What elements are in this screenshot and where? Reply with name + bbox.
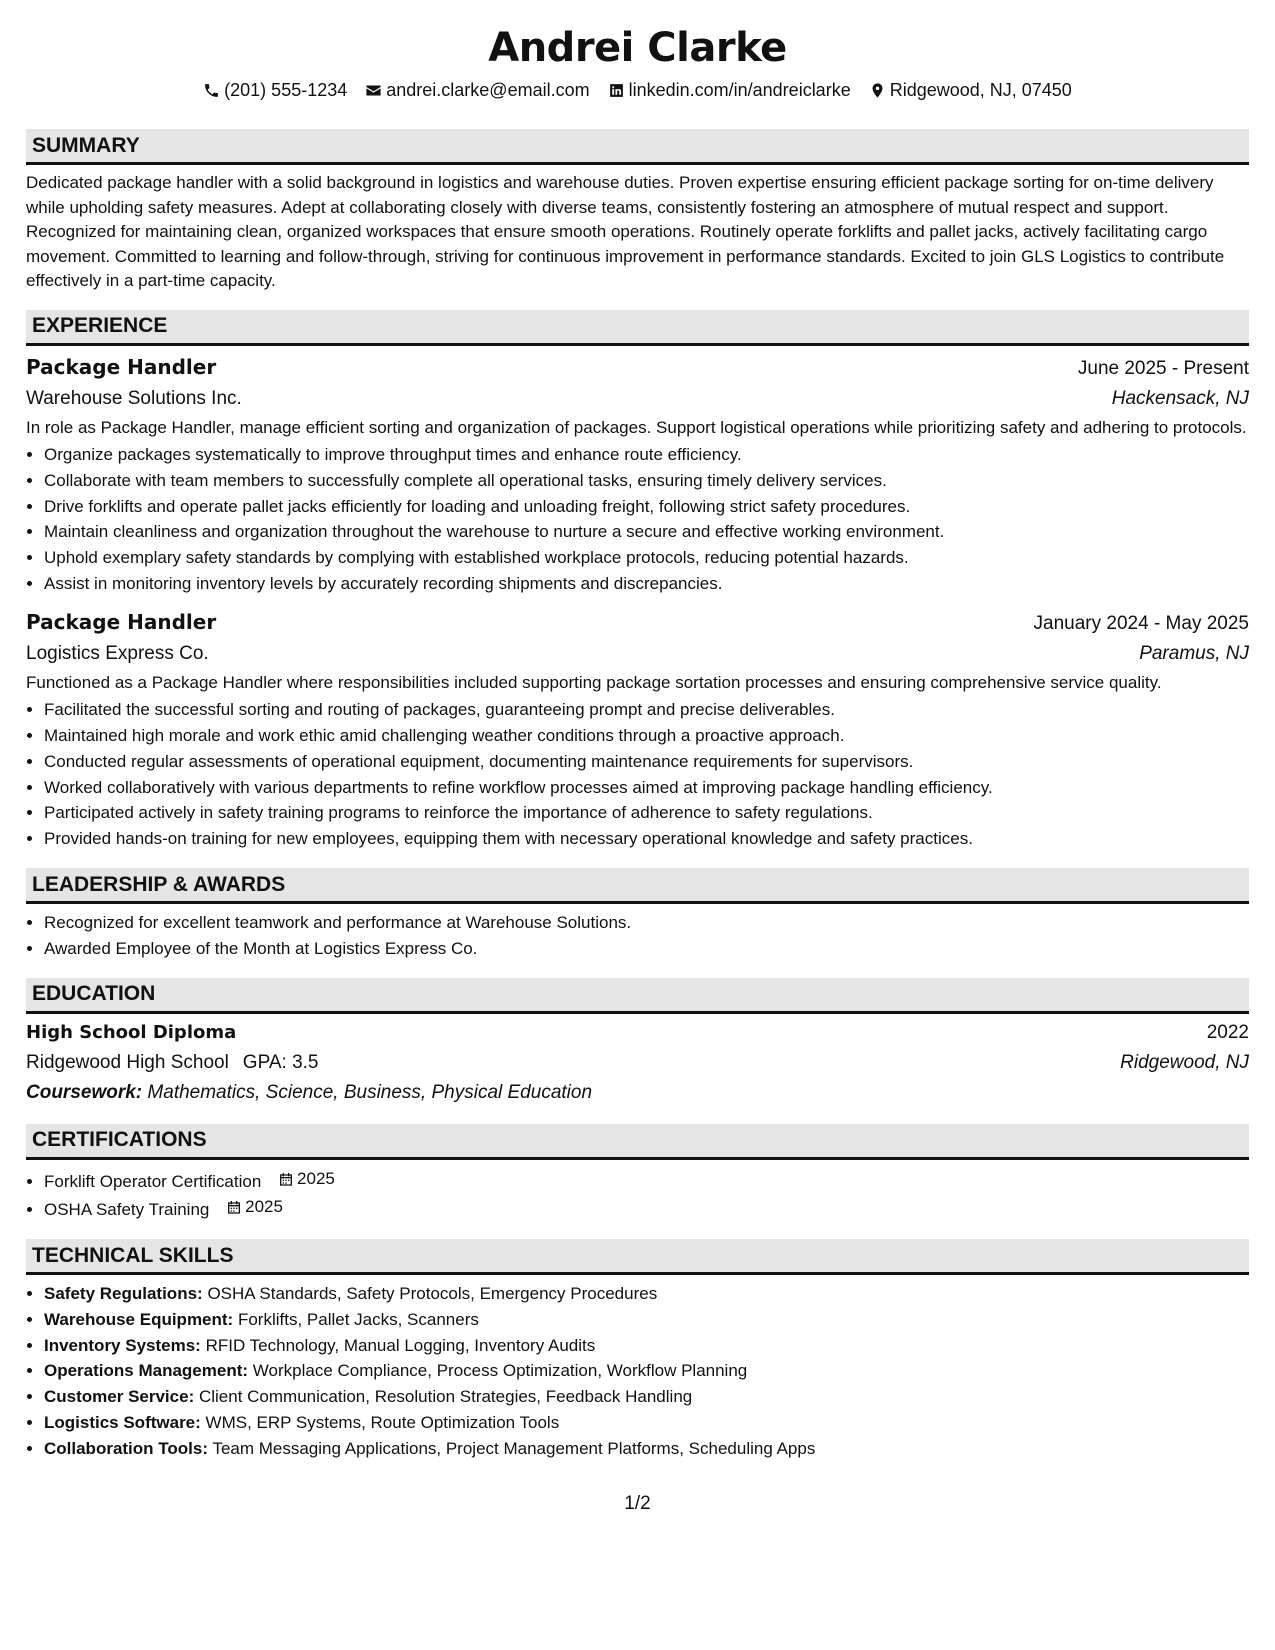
school-location: Ridgewood, NJ: [1120, 1051, 1249, 1073]
skill-label: Safety Regulations:: [44, 1284, 203, 1304]
list-item: • Worked collaboratively with various departments to refine workflow processes aimed at improving package handling efficiency.: [44, 775, 1249, 801]
job-dates: June 2025 - Present: [1077, 357, 1249, 379]
skill-label: Collaboration Tools:: [44, 1438, 209, 1458]
experience-section: [26, 310, 1249, 853]
list-item: [44, 1307, 1249, 1333]
list-item: • Awarded Employee of the Month at Logistics Express Co.: [44, 936, 1249, 962]
certification-year: 2025: [245, 1197, 283, 1217]
summary-section: [26, 129, 1249, 294]
email-text: andrei.clarke@email.com: [386, 80, 590, 100]
experience-heading: EXPERIENCE: [26, 310, 1249, 346]
list-item: [44, 1384, 1249, 1410]
contact-location: [869, 78, 1072, 102]
list-item: [44, 1358, 1249, 1384]
skills-section: [26, 1239, 1249, 1462]
job-description: In role as Package Handler, manage efficient sorting and organization of packages. Support logistical operations while prioritizing safety and adhering to protocols.: [26, 417, 1247, 437]
list-item: • Collaborate with team members to successfully complete all operational tasks, ensuring timely delivery services.: [44, 468, 1249, 494]
skill-value: Team Messaging Applications, Project Management Platforms, Scheduling Apps: [212, 1438, 816, 1458]
list-item: • Organize packages systematically to improve throughput times and enhance route efficiency.: [44, 442, 1249, 468]
list-item: • Facilitated the successful sorting and routing of packages, guaranteeing prompt and precise deliverables.: [44, 697, 1249, 723]
job-location: Paramus, NJ: [1139, 642, 1249, 664]
contact-phone[interactable]: [203, 78, 347, 102]
skill-value: OSHA Standards, Safety Protocols, Emergency Procedures: [207, 1284, 658, 1304]
candidate-name: Andrei Clarke: [488, 25, 787, 71]
skill-label: Operations Management:: [44, 1361, 249, 1381]
job-bullets: [26, 697, 1249, 852]
skills-list: [26, 1281, 1249, 1462]
list-item: [44, 1194, 1249, 1223]
certifications-section: [26, 1124, 1249, 1223]
summary-heading: SUMMARY: [26, 129, 1249, 165]
linkedin-text: linkedin.com/in/andreiclarke: [628, 80, 851, 100]
job-entry: [26, 607, 1249, 852]
list-item: [44, 1410, 1249, 1436]
phone-icon: [203, 82, 220, 99]
certification-year: 2025: [297, 1168, 335, 1188]
list-item: • Recognized for excellent teamwork and performance at Warehouse Solutions.: [44, 910, 1249, 936]
certification-name: Forklift Operator Certification: [44, 1171, 262, 1191]
calendar-icon: [226, 1199, 242, 1215]
skill-label: Logistics Software:: [44, 1413, 201, 1433]
list-item: [44, 1436, 1249, 1462]
education-section: [26, 978, 1249, 1108]
list-item: • Drive forklifts and operate pallet jacks efficiently for loading and unloading freight, following strict safety procedures.: [44, 494, 1249, 520]
list-item: [44, 1281, 1249, 1307]
leadership-list: [26, 910, 1249, 962]
skill-value: Workplace Compliance, Process Optimization, Workflow Planning: [252, 1361, 748, 1381]
list-item: • Maintain cleanliness and organization throughout the warehouse to nurture a secure and effective working environment.: [44, 519, 1249, 545]
calendar-icon: [278, 1171, 294, 1187]
skills-heading: TECHNICAL SKILLS: [26, 1239, 1249, 1275]
envelope-icon: [365, 82, 382, 99]
summary-text: Dedicated package handler with a solid background in logistics and warehouse duties. Proven expertise ensuring efficient package sorting for on-time delivery while upholding safety measures. Adept at collaborating closely with diverse teams, consistently fostering an atmosphere of mutual respect and support. Recognized for maintaining clean, organized workspaces that ensure smooth operations. Routinely operate forklifts and pallet jacks, actively facilitating cargo movement. Committed to learning and follow-through, striving for continuous improvement in performance standards. Excited to join GLS Logistics to contribute effectively in a part-time capacity.: [26, 173, 1225, 290]
job-company: Warehouse Solutions Inc.: [26, 387, 242, 409]
list-item: • Maintained high morale and work ethic amid challenging weather conditions through a proactive approach.: [44, 723, 1249, 749]
coursework-line: [26, 1078, 1249, 1108]
certification-name: OSHA Safety Training: [44, 1200, 210, 1220]
skill-label: Inventory Systems:: [44, 1335, 201, 1355]
skill-value: Client Communication, Resolution Strategies, Feedback Handling: [198, 1387, 693, 1407]
education-heading: EDUCATION: [26, 978, 1249, 1014]
location-text: Ridgewood, NJ, 07450: [889, 80, 1072, 100]
linkedin-icon: [608, 82, 625, 99]
contact-email[interactable]: [365, 78, 589, 102]
school-name: Ridgewood High School: [26, 1051, 229, 1073]
job-entry: [26, 352, 1249, 597]
certifications-list: [26, 1166, 1249, 1223]
skill-value: RFID Technology, Manual Logging, Inventory Audits: [205, 1335, 596, 1355]
coursework-label: Coursework:: [26, 1081, 143, 1103]
skill-value: Forklifts, Pallet Jacks, Scanners: [237, 1309, 479, 1329]
leadership-section: [26, 868, 1249, 962]
certifications-heading: CERTIFICATIONS: [26, 1124, 1249, 1160]
job-bullets: [26, 442, 1249, 597]
list-item: [44, 1166, 1249, 1195]
list-item: • Conducted regular assessments of operational equipment, documenting maintenance requirements for supervisors.: [44, 749, 1249, 775]
job-company: Logistics Express Co.: [26, 642, 209, 664]
degree-title: High School Diploma: [26, 1021, 237, 1043]
coursework-text: Mathematics, Science, Business, Physical Education: [147, 1081, 593, 1103]
job-location: Hackensack, NJ: [1111, 387, 1249, 409]
skill-label: Warehouse Equipment:: [44, 1309, 234, 1329]
job-title: Package Handler: [26, 609, 217, 634]
list-item: • Participated actively in safety training programs to reinforce the importance of adherence to safety regulations.: [44, 800, 1249, 826]
job-dates: January 2024 - May 2025: [1033, 612, 1249, 634]
job-title: Package Handler: [26, 354, 217, 379]
list-item: [44, 1333, 1249, 1359]
graduation-year: 2022: [1206, 1021, 1249, 1043]
page-number: 1/2: [624, 1493, 651, 1514]
gpa-text: GPA: 3.5: [242, 1051, 319, 1073]
skill-value: WMS, ERP Systems, Route Optimization Tools: [205, 1413, 560, 1433]
phone-text: (201) 555-1234: [224, 80, 348, 100]
list-item: • Uphold exemplary safety standards by complying with established workplace protocols, reducing potential hazards.: [44, 545, 1249, 571]
contact-linkedin[interactable]: [608, 78, 851, 102]
job-description: Functioned as a Package Handler where responsibilities included supporting package sortation processes and ensuring comprehensive service quality.: [26, 672, 1162, 692]
skill-label: Customer Service:: [44, 1387, 195, 1407]
map-pin-icon: [869, 82, 886, 99]
list-item: • Provided hands-on training for new employees, equipping them with necessary operational knowledge and safety practices.: [44, 826, 1249, 852]
contact-bar: [26, 78, 1249, 102]
leadership-heading: LEADERSHIP & AWARDS: [26, 868, 1249, 904]
list-item: • Assist in monitoring inventory levels by accurately recording shipments and discrepancies.: [44, 571, 1249, 597]
